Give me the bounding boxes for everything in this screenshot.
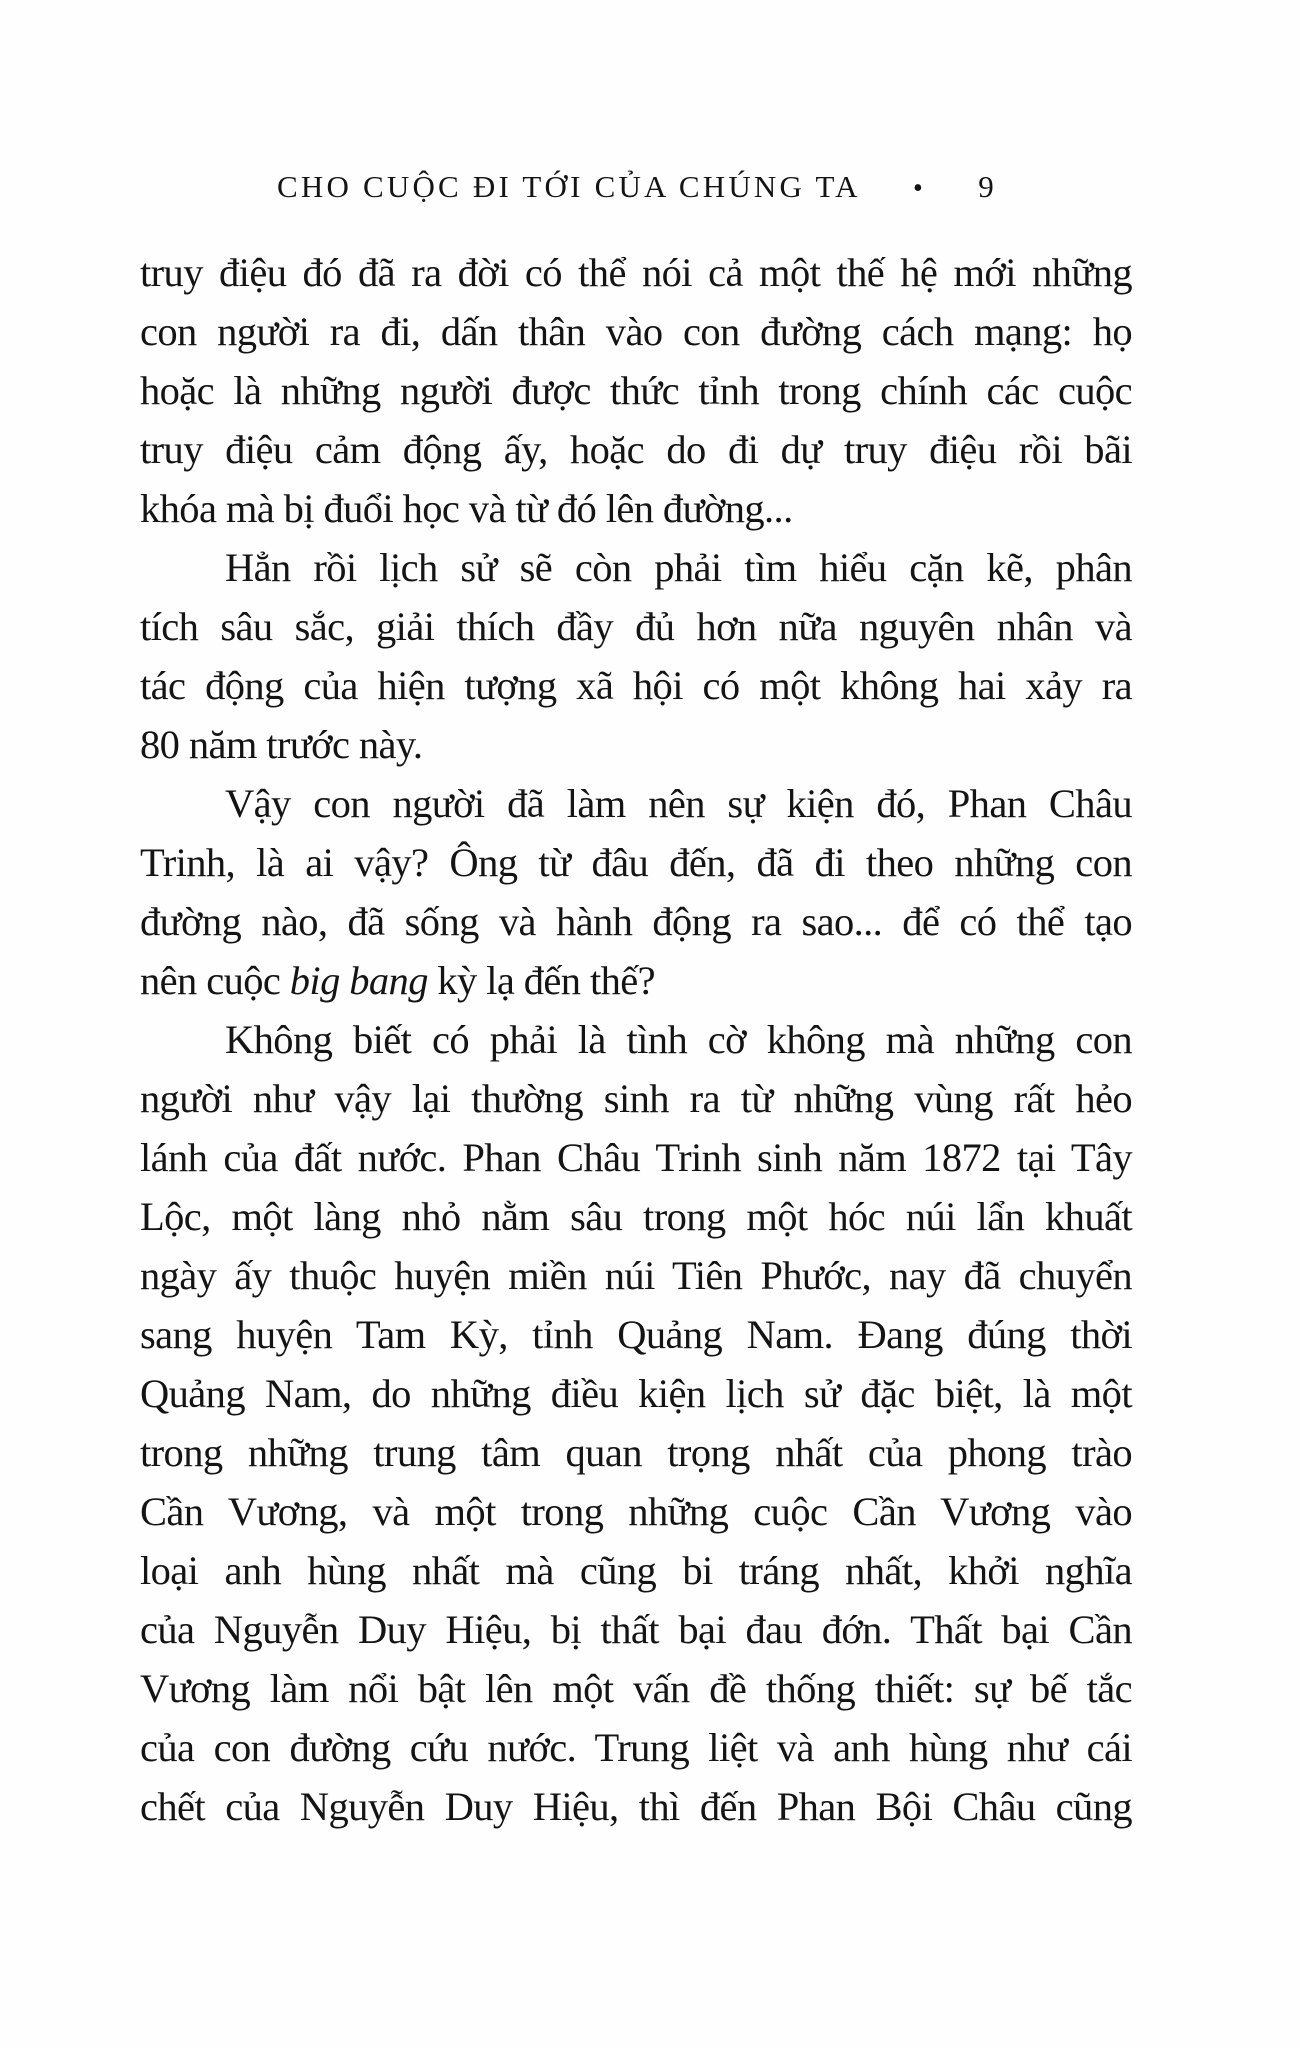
- text-line: của Nguyễn Duy Hiệu, bị thất bại đau đớn. Thất bại Cần: [140, 1607, 1132, 1652]
- text-line: tích sâu sắc, giải thích đầy đủ hơn nữa nguyên nhân và: [140, 604, 1132, 649]
- paragraph-first-line: Không biết có phải là tình cờ không mà những con: [225, 1017, 1132, 1062]
- text-line: loại anh hùng nhất mà cũng bi tráng nhất, khởi nghĩa: [140, 1548, 1132, 1593]
- text-line: lánh của đất nước. Phan Châu Trinh sinh năm 1872 tại Tây: [140, 1135, 1132, 1180]
- text-line: Cần Vương, và một trong những cuộc Cần Vương vào: [140, 1489, 1132, 1534]
- text-run: nên cuộc: [140, 958, 290, 1003]
- text-line: truy điệu đó đã ra đời có thể nói cả một thế hệ mới những: [140, 250, 1132, 295]
- text-run: kỳ lạ đến thế?: [427, 958, 656, 1003]
- running-head-separator: •: [913, 173, 927, 204]
- text-line: chết của Nguyễn Duy Hiệu, thì đến Phan Bội Châu cũng: [140, 1784, 1132, 1829]
- running-head: [277, 165, 997, 209]
- text-line: Vương làm nổi bật lên một vấn đề thống thiết: sự bế tắc: [140, 1666, 1132, 1711]
- paragraph-first-line: Hẳn rồi lịch sử sẽ còn phải tìm hiểu cặn kẽ, phân: [225, 545, 1132, 590]
- text-line: truy điệu cảm động ấy, hoặc do đi dự truy điệu rồi bãi: [140, 427, 1132, 472]
- text-line: người như vậy lại thường sinh ra từ những vùng rất hẻo: [140, 1076, 1132, 1121]
- text-line: Quảng Nam, do những điều kiện lịch sử đặc biệt, là một: [140, 1371, 1132, 1416]
- text-line: hoặc là những người được thức tỉnh trong chính các cuộc: [140, 368, 1132, 413]
- italic-term: big bang: [289, 958, 428, 1003]
- text-line-with-italic: [140, 951, 1132, 1010]
- text-line: Lộc, một làng nhỏ nằm sâu trong một hóc núi lẩn khuất: [140, 1194, 1132, 1239]
- paragraph-first-line: Vậy con người đã làm nên sự kiện đó, Phan Châu: [225, 781, 1132, 826]
- text-line: tác động của hiện tượng xã hội có một không hai xảy ra: [140, 663, 1132, 708]
- running-head-title: CHO CUỘC ĐI TỚI CỦA CHÚNG TA: [277, 169, 861, 204]
- text-line: của con đường cứu nước. Trung liệt và anh hùng như cái: [140, 1725, 1132, 1770]
- text-line: ngày ấy thuộc huyện miền núi Tiên Phước, nay đã chuyển: [140, 1253, 1132, 1298]
- text-line: đường nào, đã sống và hành động ra sao... để có thể tạo: [140, 899, 1132, 944]
- text-line: Trinh, là ai vậy? Ông từ đâu đến, đã đi theo những con: [140, 840, 1132, 885]
- page-number: 9: [978, 169, 997, 204]
- text-line: trong những trung tâm quan trọng nhất của phong trào: [140, 1430, 1132, 1475]
- text-line: con người ra đi, dấn thân vào con đường cách mạng: họ: [140, 309, 1132, 354]
- text-line: sang huyện Tam Kỳ, tỉnh Quảng Nam. Đang đúng thời: [140, 1312, 1132, 1357]
- text-line: khóa mà bị đuổi học và từ đó lên đường...: [140, 486, 793, 531]
- text-line: 80 năm trước này.: [140, 722, 423, 767]
